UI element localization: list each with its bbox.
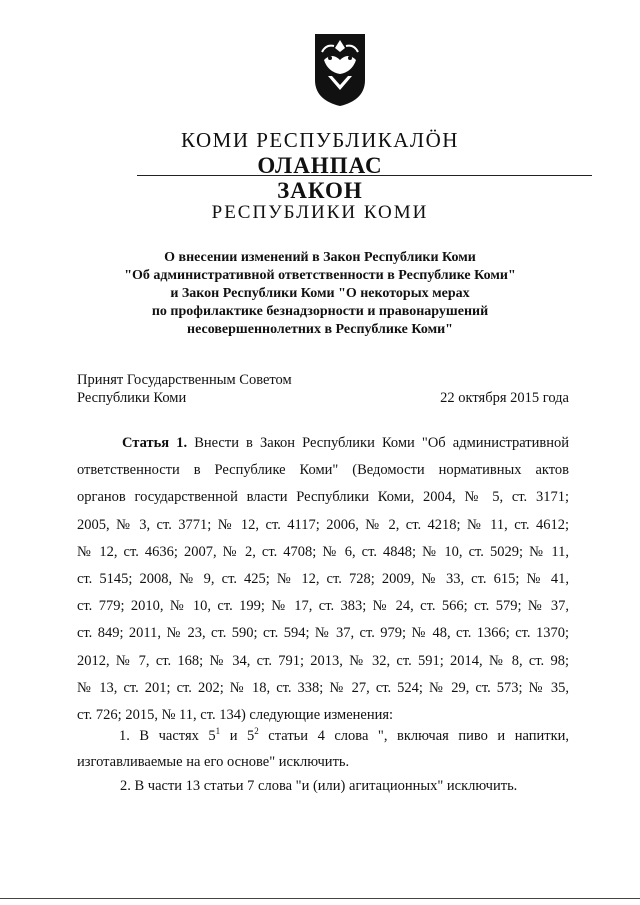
komi-coat-of-arms-icon — [312, 30, 368, 108]
subject-line: несовершеннолетних в Республике Коми" — [187, 322, 453, 337]
article-line: ст. 849; 2011, № 23, ст. 590; ст. 594; № 37, ст. 979; № 48, ст. 1366; ст. 1370; — [77, 625, 569, 642]
subject-line: по профилактике безнадзорности и правонарушений — [151, 304, 489, 319]
adopted-by-line1: Принят Государственным Советом — [77, 372, 292, 388]
article-line: № 13, ст. 201; ст. 202; № 18, ст. 338; № 27, ст. 524; № 29, ст. 573; № 35, — [77, 679, 569, 696]
article-1 — [77, 430, 569, 729]
komi-language-title: КОМИ РЕСПУБЛИКАЛÖН — [181, 128, 459, 152]
adopted-by-line2: Республики Коми — [77, 390, 187, 406]
adoption-block — [77, 371, 292, 407]
subject-line: "Об административной ответственности в Республике Коми" — [124, 268, 516, 283]
article-label: Статья 1. — [122, 435, 188, 451]
subject-line: и Закон Республики Коми "О некоторых мерах — [170, 286, 470, 301]
article-first-line — [77, 430, 569, 457]
item1-line1: 1. В частях $5^1$ и $5^2$ статьи 4 слова ", включая пиво и напитки, — [119, 726, 569, 744]
header-divider — [137, 175, 592, 176]
article-item-1 — [77, 723, 569, 775]
article-line: ст. 726; 2015, № 11, ст. 134) следующие изменения: — [77, 706, 394, 723]
subject-line: О внесении изменений в Закон Республики Коми — [164, 250, 476, 265]
article-line: № 12, ст. 4636; 2007, № 2, ст. 4708; № 6, ст. 4848; № 10, ст. 5029; № 11, — [77, 543, 569, 560]
article-intro: Внести в Закон Республики Коми "Об административной — [194, 435, 570, 451]
olanpas-heading: ОЛАНПАС — [257, 153, 383, 178]
article-line: ответственности в Республике Коми" (Ведомости нормативных актов — [77, 462, 569, 479]
article-line: 2012, № 7, ст. 168; № 34, ст. 791; 2013, № 32, ст. 591; 2014, № 8, ст. 98; — [77, 652, 569, 669]
adoption-date: 22 октября 2015 года — [440, 390, 569, 406]
law-subject — [0, 249, 640, 339]
item1-line2: изготавливаемые на его основе" исключить. — [77, 754, 350, 770]
article-line: 2005, № 3, ст. 3771; № 12, ст. 4117; 2006, № 2, ст. 4218; № 11, ст. 4612; — [77, 516, 569, 533]
article-item-2: 2. В части 13 статьи 7 слова "и (или) агитационных" исключить. — [120, 778, 518, 794]
article-line: органов государственной власти Республики Коми, 2004, № 5, ст. 3171; — [77, 489, 569, 506]
article-line: ст. 779; 2010, № 10, ст. 199; № 17, ст. 383; № 24, ст. 566; ст. 579; № 37, — [77, 598, 569, 615]
scan-bottom-edge — [0, 898, 640, 899]
republic-heading: РЕСПУБЛИКИ КОМИ — [211, 202, 429, 223]
article-line: ст. 5145; 2008, № 9, ст. 425; № 12, ст. 728; 2009, № 33, ст. 615; № 41, — [77, 570, 569, 587]
law-heading: ЗАКОН — [277, 178, 363, 203]
